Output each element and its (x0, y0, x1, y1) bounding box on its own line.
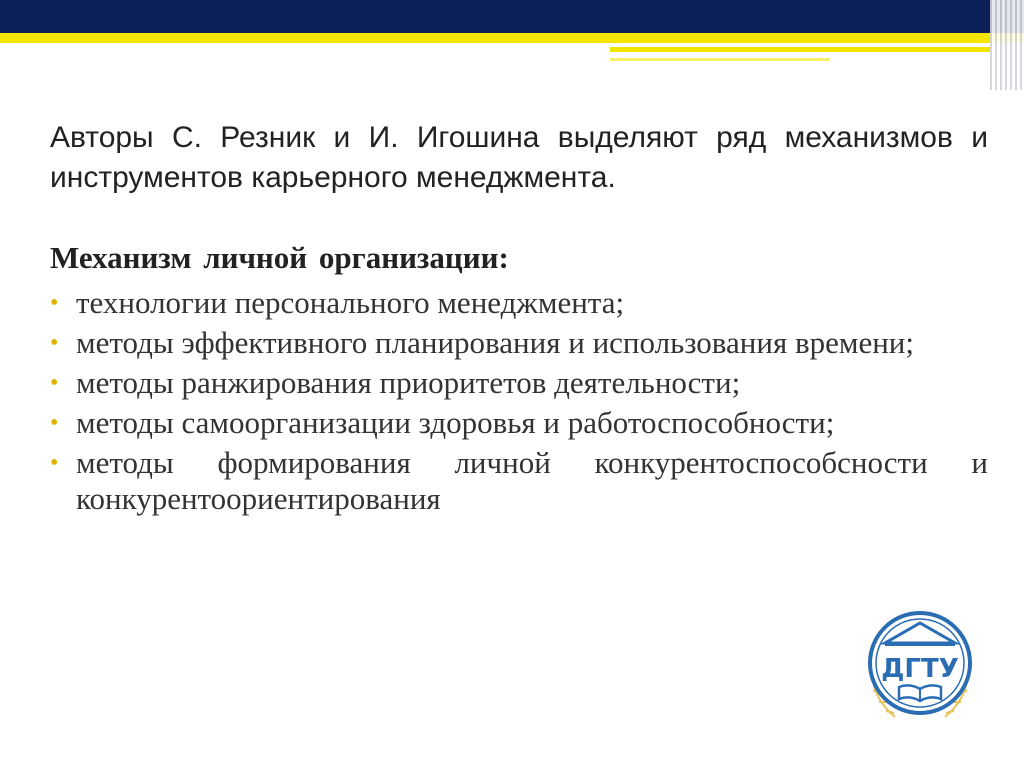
list-item-text: методы эффективного планирования и использования времени; (76, 325, 915, 360)
slide-edge-decoration (990, 0, 1024, 90)
header-yellow-accent-thin (610, 58, 830, 61)
list-item-text: методы ранжирования приоритетов деятельности; (76, 365, 741, 400)
bullet-icon: • (50, 330, 59, 356)
bullet-icon: • (50, 370, 59, 396)
list-item (50, 445, 988, 517)
logo-text: ДГТУ (881, 654, 959, 684)
list-item-text: методы формирования личной конкурентоспособсности и конкурентоориентирования (76, 445, 988, 516)
bullet-icon: • (50, 290, 59, 316)
list-item (50, 285, 988, 321)
header-yellow-accent (610, 47, 990, 52)
section-heading: Механизм личной организации: (50, 240, 509, 275)
header-yellow-stripe (0, 33, 1024, 43)
dgtu-logo-icon (855, 605, 985, 730)
list-item (50, 365, 988, 401)
header-navy-bar (0, 0, 1024, 33)
bullet-icon: • (50, 410, 59, 436)
list-item-text: методы самоорганизации здоровья и работоспособности; (76, 405, 835, 440)
list-item (50, 405, 988, 441)
list-item-text: технологии персонального менеджмента; (76, 285, 625, 320)
bullet-list (50, 285, 988, 521)
intro-paragraph: Авторы С. Резник и И. Игошина выделяют ряд механизмов и инструментов карьерного менеджмента. (50, 121, 988, 194)
bullet-icon: • (50, 450, 59, 476)
list-item (50, 325, 988, 361)
